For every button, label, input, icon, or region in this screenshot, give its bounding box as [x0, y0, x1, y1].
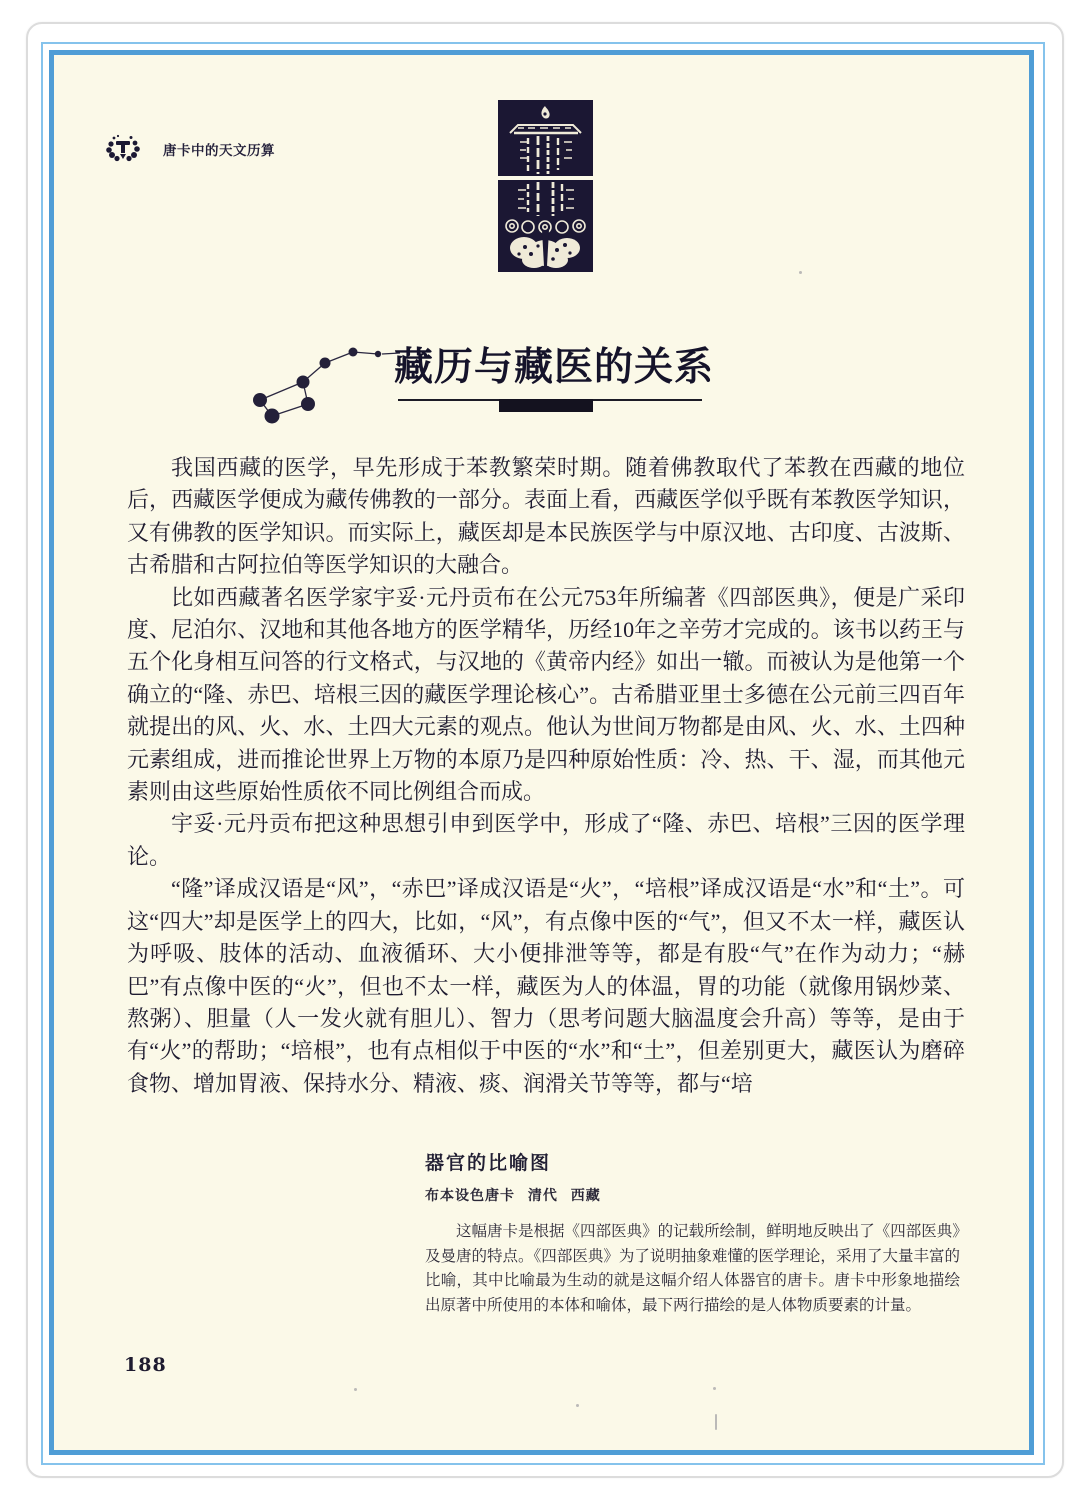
figure-caption	[425, 1148, 960, 1319]
paragraph: 宇妥·元丹贡布把这种思想引申到医学中，形成了“隆、赤巴、培根”三因的医学理论。	[127, 811, 965, 869]
article-body	[127, 452, 965, 1100]
kalachakra-thangka-figure	[498, 100, 593, 272]
page-number: 188	[124, 1354, 167, 1376]
scan-speck	[905, 911, 908, 914]
star-cluster-emblem-icon	[103, 134, 143, 166]
paragraph: “隆”译成汉语是“风”，“赤巴”译成汉语是“火”，“培根”译成汉语是“水”和“土”。可这“四大”却是医学上的四大，比如，“风”，有点像中医的“气”，但又不太一样，藏医认为呼吸、肢体的活动、血液循环、大小便排泄等等，都是有股“气”在作为动力；“赫巴”有点像中医的“火”，但也不太一样，藏医为人的体温，胃的功能（就像用锅炒菜、熬粥）、胆量（人一发火就有胆儿）、智力（思考问题大脑温度会升高）等等，是由于有“火”的帮助；“培根”，也有点相似于中医的“水”和“土”，但差别更大，藏医认为磨碎食物、增加胃液、保持水分、精液、痰、润滑关节等等，都与“培	[127, 876, 965, 1096]
scan-speck	[576, 1404, 579, 1407]
figure-caption-subtitle: 布本设色唐卡 清代 西藏	[425, 1187, 601, 1203]
paragraph: 比如西藏著名医学家宇妥·元丹贡布在公元753年所编著《四部医典》，便是广采印度、尼泊尔、汉地和其他各地方的医学精华，历经10年之辛劳才完成的。该书以药王与五个化身相互问答的行文格式，与汉地的《黄帝内经》如出一辙。而被认为是他第一个确立的“隆、赤巴、培根三因的藏医学理论核心”。古希腊亚里士多德在公元前三四百年就提出的风、火、水、土四大元素的观点。他认为世间万物都是由风、火、水、土四种元素组成，进而推论世界上万物的本原乃是四种原始性质：冷、热、干、湿，而其他元素则由这些原始性质依不同比例组合而成。	[127, 584, 965, 805]
title-accent-bar	[499, 399, 593, 412]
paragraph: 我国西藏的医学，早先形成于苯教繁荣时期。随着佛教取代了苯教在西藏的地位后，西藏医学便成为藏传佛教的一部分。表面上看，西藏医学似乎既有苯教医学知识，又有佛教的医学知识。而实际上，藏医却是本民族医学与中原汉地、古印度、古波斯、古希腊和古阿拉伯等医学知识的大融合。	[127, 455, 965, 578]
figure-caption-title: 器官的比喻图	[425, 1153, 552, 1174]
page-title: 藏历与藏医的关系	[394, 346, 715, 389]
scan-speck	[713, 1387, 716, 1390]
scan-speck	[799, 271, 802, 274]
series-title: 唐卡中的天文历算	[163, 143, 275, 158]
scan-speck	[715, 1414, 717, 1430]
big-dipper-icon	[248, 338, 404, 434]
figure-caption-description: 这幅唐卡是根据《四部医典》的记载所绘制，鲜明地反映出了《四部医典》及曼唐的特点。《四部医典》为了说明抽象难懂的医学理论，采用了大量丰富的比喻，其中比喻最为生动的就是这幅介绍人体器官的唐卡。唐卡中形象地描绘出原著中所使用的本体和喻体，最下两行描绘的是人体物质要素的计量。	[425, 1223, 960, 1315]
scan-speck	[354, 1388, 357, 1391]
